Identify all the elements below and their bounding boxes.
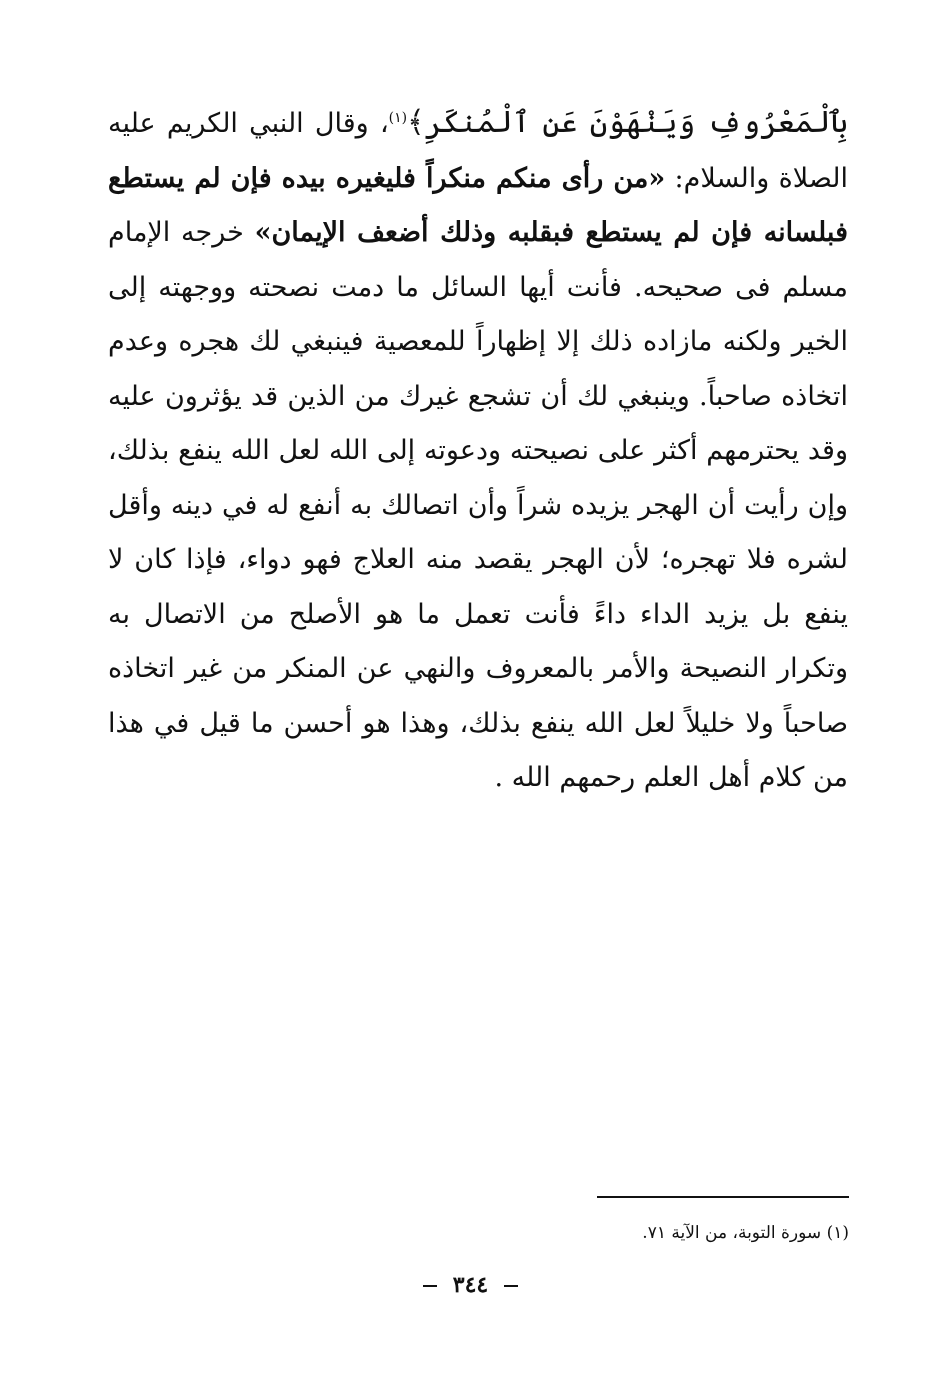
page-number: ٣٤٤ (452, 1272, 489, 1298)
hadith-quote: «من رأى منكم منكراً فليغيره بيده فإن لم يستطع فبلسانه فإن لم يستطع فبقلبه وذلك أضعف الإيمان» (108, 162, 848, 248)
main-paragraph (108, 96, 848, 806)
footnote-separator (597, 1196, 849, 1198)
intro-text: ، وقال النبي الكريم عليه الصلاة والسلام: (108, 108, 848, 194)
quran-closing-bracket: ﴾ (407, 105, 425, 140)
quran-verse-fragment: بِٱلْمَعْرُوفِ وَيَنْهَوْنَ عَنِ ٱلْمُنكَرِ (424, 105, 849, 140)
page-number-line (0, 1272, 941, 1298)
page-number-dash (423, 1285, 437, 1287)
page-number-dash (504, 1285, 518, 1287)
footnote-reference: (١) (388, 110, 408, 126)
body-text: خرجه الإمام مسلم فى صحيحه. فأنت أيها السائل ما دمت نصحته ووجهته إلى الخير ولكنه مازاده ذلك إلا إظهاراً للمعصية فينبغي لك هجره وعدم اتخاذه صاحباً. وينبغي لك أن تشجع غيرك من الذين قد يؤثرون عليه وقد يحترمهم أكثر على نصيحته ودعوته إلى الله لعل الله ينفع بذلك، وإن رأيت أن الهجر يزيده شراً وأن اتصالك به أنفع له في دينه وأقل لشره فلا تهجره؛ لأن الهجر يقصد منه العلاج فهو دواء، فإذا كان لا ينفع بل يزيد الداء داءً فأنت تعمل ما هو الأصلح من الاتصال به وتكرار النصيحة والأمر بالمعروف والنهي عن المنكر من غير اتخاذه صاحباً ولا خليلاً لعل الله ينفع بذلك، وهذا هو أحسن ما قيل في هذا من كلام أهل العلم رحمهم الله . (108, 217, 848, 793)
footnote-text: (١) سورة التوبة، من الآية ٧١. (642, 1223, 849, 1243)
